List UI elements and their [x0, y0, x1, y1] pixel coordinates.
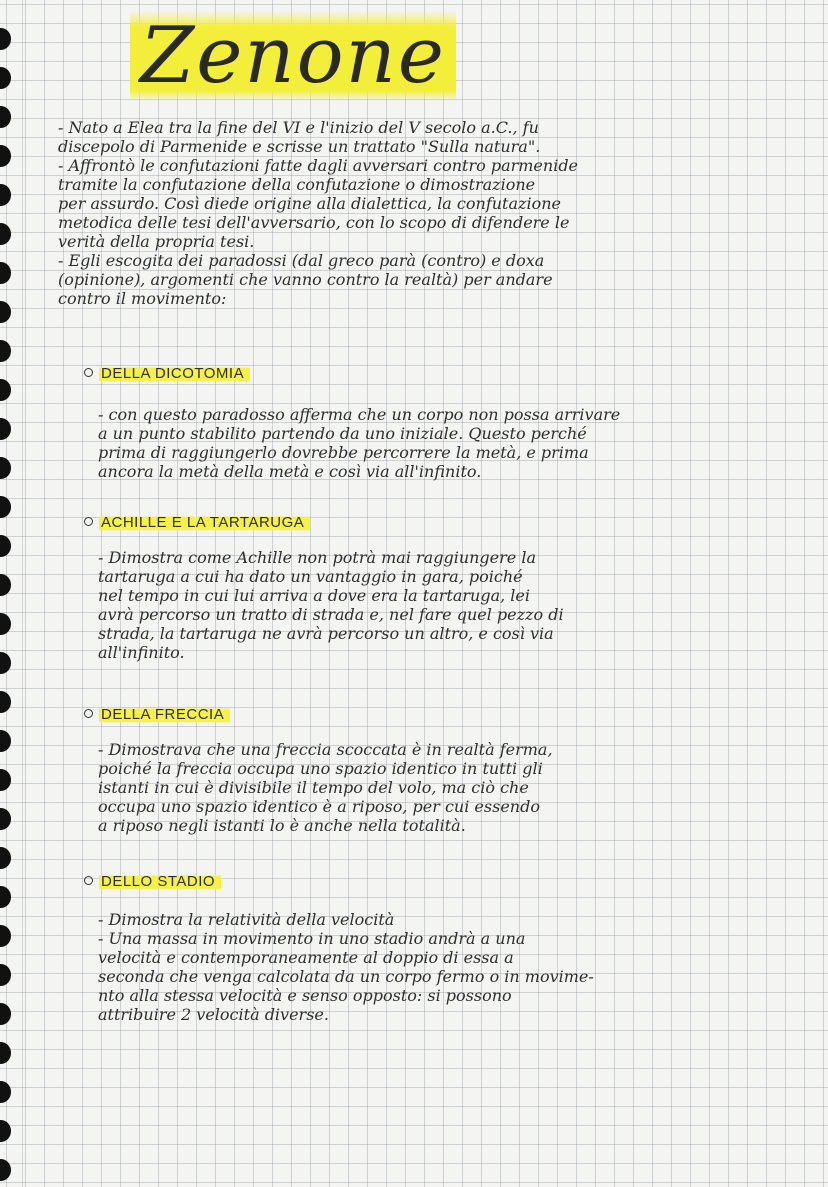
section-heading-achille	[84, 512, 310, 534]
binder-hole	[0, 925, 11, 947]
binder-hole	[0, 262, 11, 284]
section-heading-text: ACHILLE E LA TARTARUGA	[99, 514, 310, 531]
binder-hole	[0, 301, 11, 323]
binder-hole	[0, 67, 11, 89]
section-heading-dicotomia	[84, 363, 250, 385]
binder-hole	[0, 1042, 11, 1064]
bullet-icon	[84, 709, 93, 718]
binder-hole	[0, 223, 11, 245]
binder-hole	[0, 808, 11, 830]
binder-hole	[0, 1159, 11, 1181]
section-body-freccia: - Dimostrava che una freccia scoccata è in realtà ferma, poiché la freccia occupa uno spazio identico in tutti gli istanti in cui è divisibile il tempo del volo, ma ciò che occupa uno spazio identico è a riposo, per cui essendo a riposo negli istanti lo è anche nella totalità.	[98, 740, 553, 835]
binder-hole	[0, 730, 11, 752]
bullet-icon	[84, 876, 93, 885]
binder-hole	[0, 964, 11, 986]
binder-hole	[0, 886, 11, 908]
bullet-icon	[84, 368, 93, 377]
section-heading-text: DELLA FRECCIA	[99, 706, 230, 723]
binder-hole	[0, 652, 11, 674]
intro-notes	[58, 118, 818, 308]
binder-hole	[0, 1081, 11, 1103]
title-text: Zenone	[130, 11, 456, 101]
binder-hole	[0, 1003, 11, 1025]
binder-hole	[0, 340, 11, 362]
section-body-achille: - Dimostra come Achille non potrà mai raggiungere la tartaruga a cui ha dato un vantaggio in gara, poiché nel tempo in cui lui arriva a dove era la tartaruga, lei avrà percorso un tratto di strada e, nel fare quel pezzo di strada, la tartaruga ne avrà percorso un altro, e così via all'infinito.	[98, 548, 564, 662]
section-heading-freccia	[84, 704, 230, 726]
page-title	[130, 6, 550, 106]
bullet-icon	[84, 517, 93, 526]
page-margin-line	[22, 0, 23, 1187]
binder-hole	[0, 457, 11, 479]
section-body-stadio: - Dimostra la relatività della velocità - Una massa in movimento in uno stadio andrà a una velocità e contemporaneamente al doppio di essa a seconda che venga calcolata da un corpo fermo o in movime- nto alla stessa velocità e senso opposto: si possono attribuire 2 velocità diverse.	[98, 910, 594, 1024]
binder-hole	[0, 184, 11, 206]
section-heading-text: DELLO STADIO	[99, 873, 221, 890]
section-heading-text: DELLA DICOTOMIA	[99, 365, 250, 382]
section-body-dicotomia: - con questo paradosso afferma che un corpo non possa arrivare a un punto stabilito partendo da uno iniziale. Questo perché prima di raggiungerlo dovrebbe percorrere la metà, e prima ancora la metà della metà e così via all'infinito.	[98, 405, 621, 481]
binder-holes	[0, 0, 20, 1187]
binder-hole	[0, 769, 11, 791]
binder-hole	[0, 1120, 11, 1142]
binder-hole	[0, 691, 11, 713]
binder-hole	[0, 613, 11, 635]
binder-hole	[0, 418, 11, 440]
section-heading-stadio	[84, 871, 221, 893]
binder-hole	[0, 535, 11, 557]
binder-hole	[0, 379, 11, 401]
binder-hole	[0, 145, 11, 167]
binder-hole	[0, 28, 11, 50]
binder-hole	[0, 496, 11, 518]
intro-paragraph: - Nato a Elea tra la fine del VI e l'inizio del V secolo a.C., fu discepolo di Parmenide e scrisse un trattato "Sulla natura". - Affrontò le confutazioni fatte dagli avversari contro parmenide tramite la confutazione della confutazione o dimostrazione per assurdo. Così diede origine alla dialettica, la confutazione metodica delle tesi dell'avversario, con lo scopo di difendere le verità della propria tesi. - Egli escogita dei paradossi (dal greco parà (contro) e doxa (opinione), argomenti che vanno contro la realtà) per andare contro il movimento:	[58, 118, 579, 308]
binder-hole	[0, 574, 11, 596]
binder-hole	[0, 847, 11, 869]
binder-hole	[0, 106, 11, 128]
